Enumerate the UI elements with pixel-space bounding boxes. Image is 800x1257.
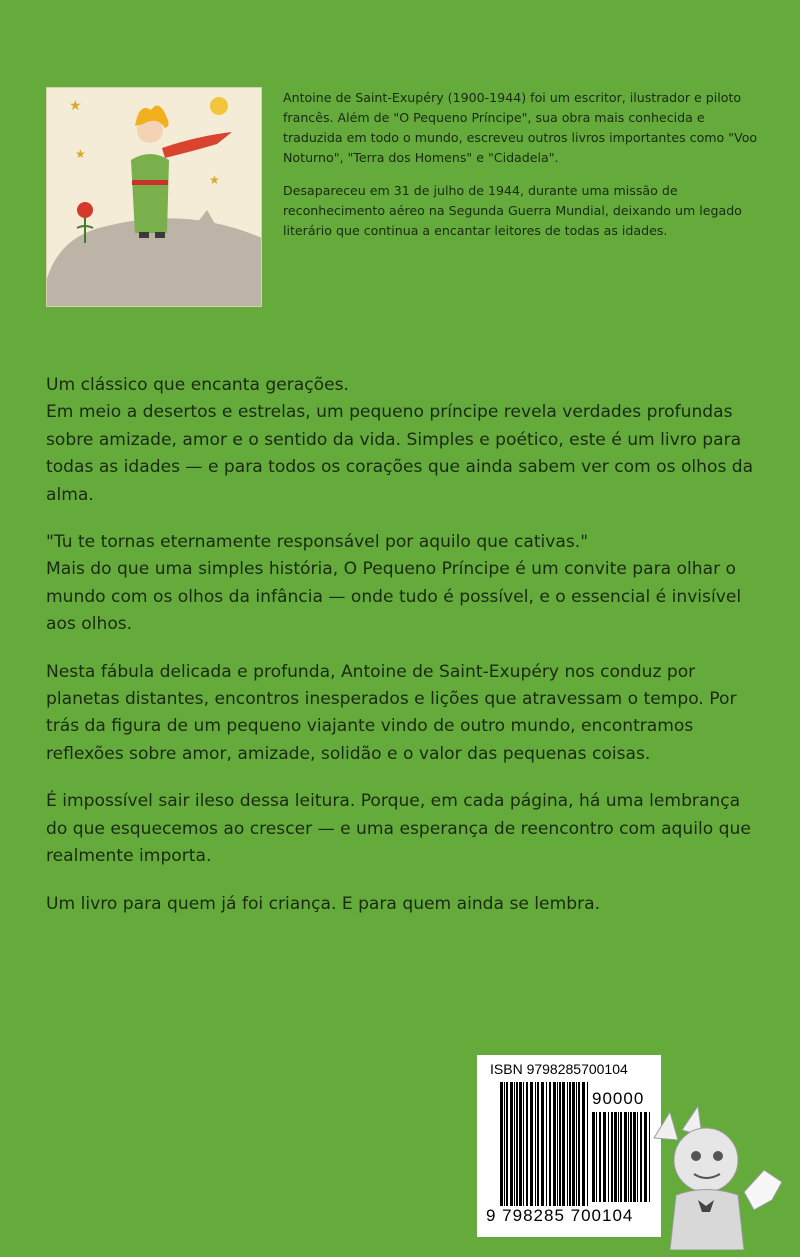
barcode-bar — [537, 1082, 539, 1206]
barcode-bar — [630, 1112, 632, 1202]
isbn-label: ISBN 9798285700104 — [490, 1061, 628, 1077]
barcode-bar — [557, 1082, 558, 1206]
blurb-paragraph: "Tu te tornas eternamente responsável por aquilo que cativas." Mais do que uma simples história, O Pequeno Príncipe é um convite para olhar o mundo com os olhos da infância — onde tudo é possível, e o essencial é invisível aos olhos. — [46, 532, 742, 635]
barcode-bar — [582, 1082, 585, 1206]
author-photo — [46, 87, 262, 307]
barcode-bar — [510, 1082, 513, 1206]
barcode-bar — [546, 1082, 547, 1206]
barcode-bar — [624, 1112, 627, 1202]
barcode-bar — [562, 1082, 565, 1206]
blurb-paragraph: Nesta fábula delicada e profunda, Antoine de Saint-Exupéry nos conduz por planetas distantes, encontros inesperados e lições que atravessam o tempo. Por trás da figura de um pequeno viajante vindo de outro mundo, encontramos reflexões sobre amor, amizade, solidão e o valor das pequenas coisas. — [46, 661, 737, 764]
blurb-paragraph: É impossível sair ileso dessa leitura. Porque, em cada página, há uma lembrança do que esquecemos ao crescer — e uma esperança de reencontro com aquilo que realmente importa. — [46, 791, 751, 867]
barcode-bar — [578, 1082, 580, 1206]
barcode-bar — [523, 1082, 524, 1206]
barcode-bar — [592, 1112, 595, 1202]
svg-text:★: ★ — [69, 98, 82, 114]
barcode-bar — [541, 1082, 544, 1206]
barcode-bar — [530, 1082, 533, 1206]
blurb-paragraph: Um clássico que encanta gerações. Em meio a desertos e estrelas, um pequeno príncipe revela verdades profundas sobre amizade, amor e o sentido da vida. Simples e poético, este é um livro para todas as idades — e para todos os corações que ainda sabem ver com os olhos da alma. — [46, 375, 754, 505]
barcode-box — [477, 1055, 661, 1237]
barcode-bar — [596, 1112, 597, 1202]
author-bio-paragraph: Antoine de Saint-Exupéry (1900-1944) foi um escritor, ilustrador e piloto francês. Além de "O Pequeno Príncipe", sua obra mais conhecida e traduzida em todo o mundo, escreveu outros livros importantes como "Voo Noturno", "Terra dos Homens" e "Cidadela". — [283, 90, 758, 165]
barcode-bar — [567, 1082, 568, 1206]
barcode-digits: 9 798285 700104 — [486, 1206, 634, 1225]
barcode-bar — [526, 1082, 528, 1206]
barcode-bar — [620, 1112, 622, 1202]
barcode-bar — [572, 1082, 575, 1206]
barcode-bar — [519, 1082, 522, 1206]
barcode-bar — [599, 1112, 601, 1202]
barcode-main-bars — [500, 1082, 590, 1206]
barcode-bar — [549, 1082, 551, 1206]
barcode-bar — [569, 1082, 571, 1206]
barcode-bar — [614, 1112, 617, 1202]
barcode-bar — [611, 1112, 613, 1202]
barcode-bar — [576, 1082, 577, 1206]
barcode-bar — [553, 1082, 556, 1206]
barcode-bar — [506, 1082, 508, 1206]
barcode-bar — [608, 1112, 609, 1202]
svg-text:★: ★ — [75, 147, 86, 161]
barcode-bar — [587, 1082, 588, 1206]
book-blurb — [46, 372, 766, 938]
barcode-bar — [618, 1112, 619, 1202]
little-prince-sticker-icon — [636, 1100, 786, 1250]
price-code: 90000 — [592, 1089, 645, 1108]
barcode-bar — [504, 1082, 505, 1206]
svg-text:★: ★ — [209, 173, 220, 187]
little-prince-illustration-icon — [47, 88, 261, 306]
barcode-bar — [500, 1082, 503, 1206]
barcode-bar — [603, 1112, 606, 1202]
author-bio — [283, 88, 763, 254]
author-bio-paragraph: Desapareceu em 31 de julho de 1944, durante uma missão de reconhecimento aéreo na Segunda Guerra Mundial, deixando um legado literário que continua a encantar leitores de todas as idades. — [283, 183, 742, 238]
barcode-bar — [628, 1112, 629, 1202]
barcode-bar — [514, 1082, 515, 1206]
barcode-bar — [516, 1082, 518, 1206]
barcode-bar — [535, 1082, 536, 1206]
barcode-bar — [559, 1082, 561, 1206]
blurb-paragraph: Um livro para quem já foi criança. E para quem ainda se lembra. — [46, 893, 601, 914]
